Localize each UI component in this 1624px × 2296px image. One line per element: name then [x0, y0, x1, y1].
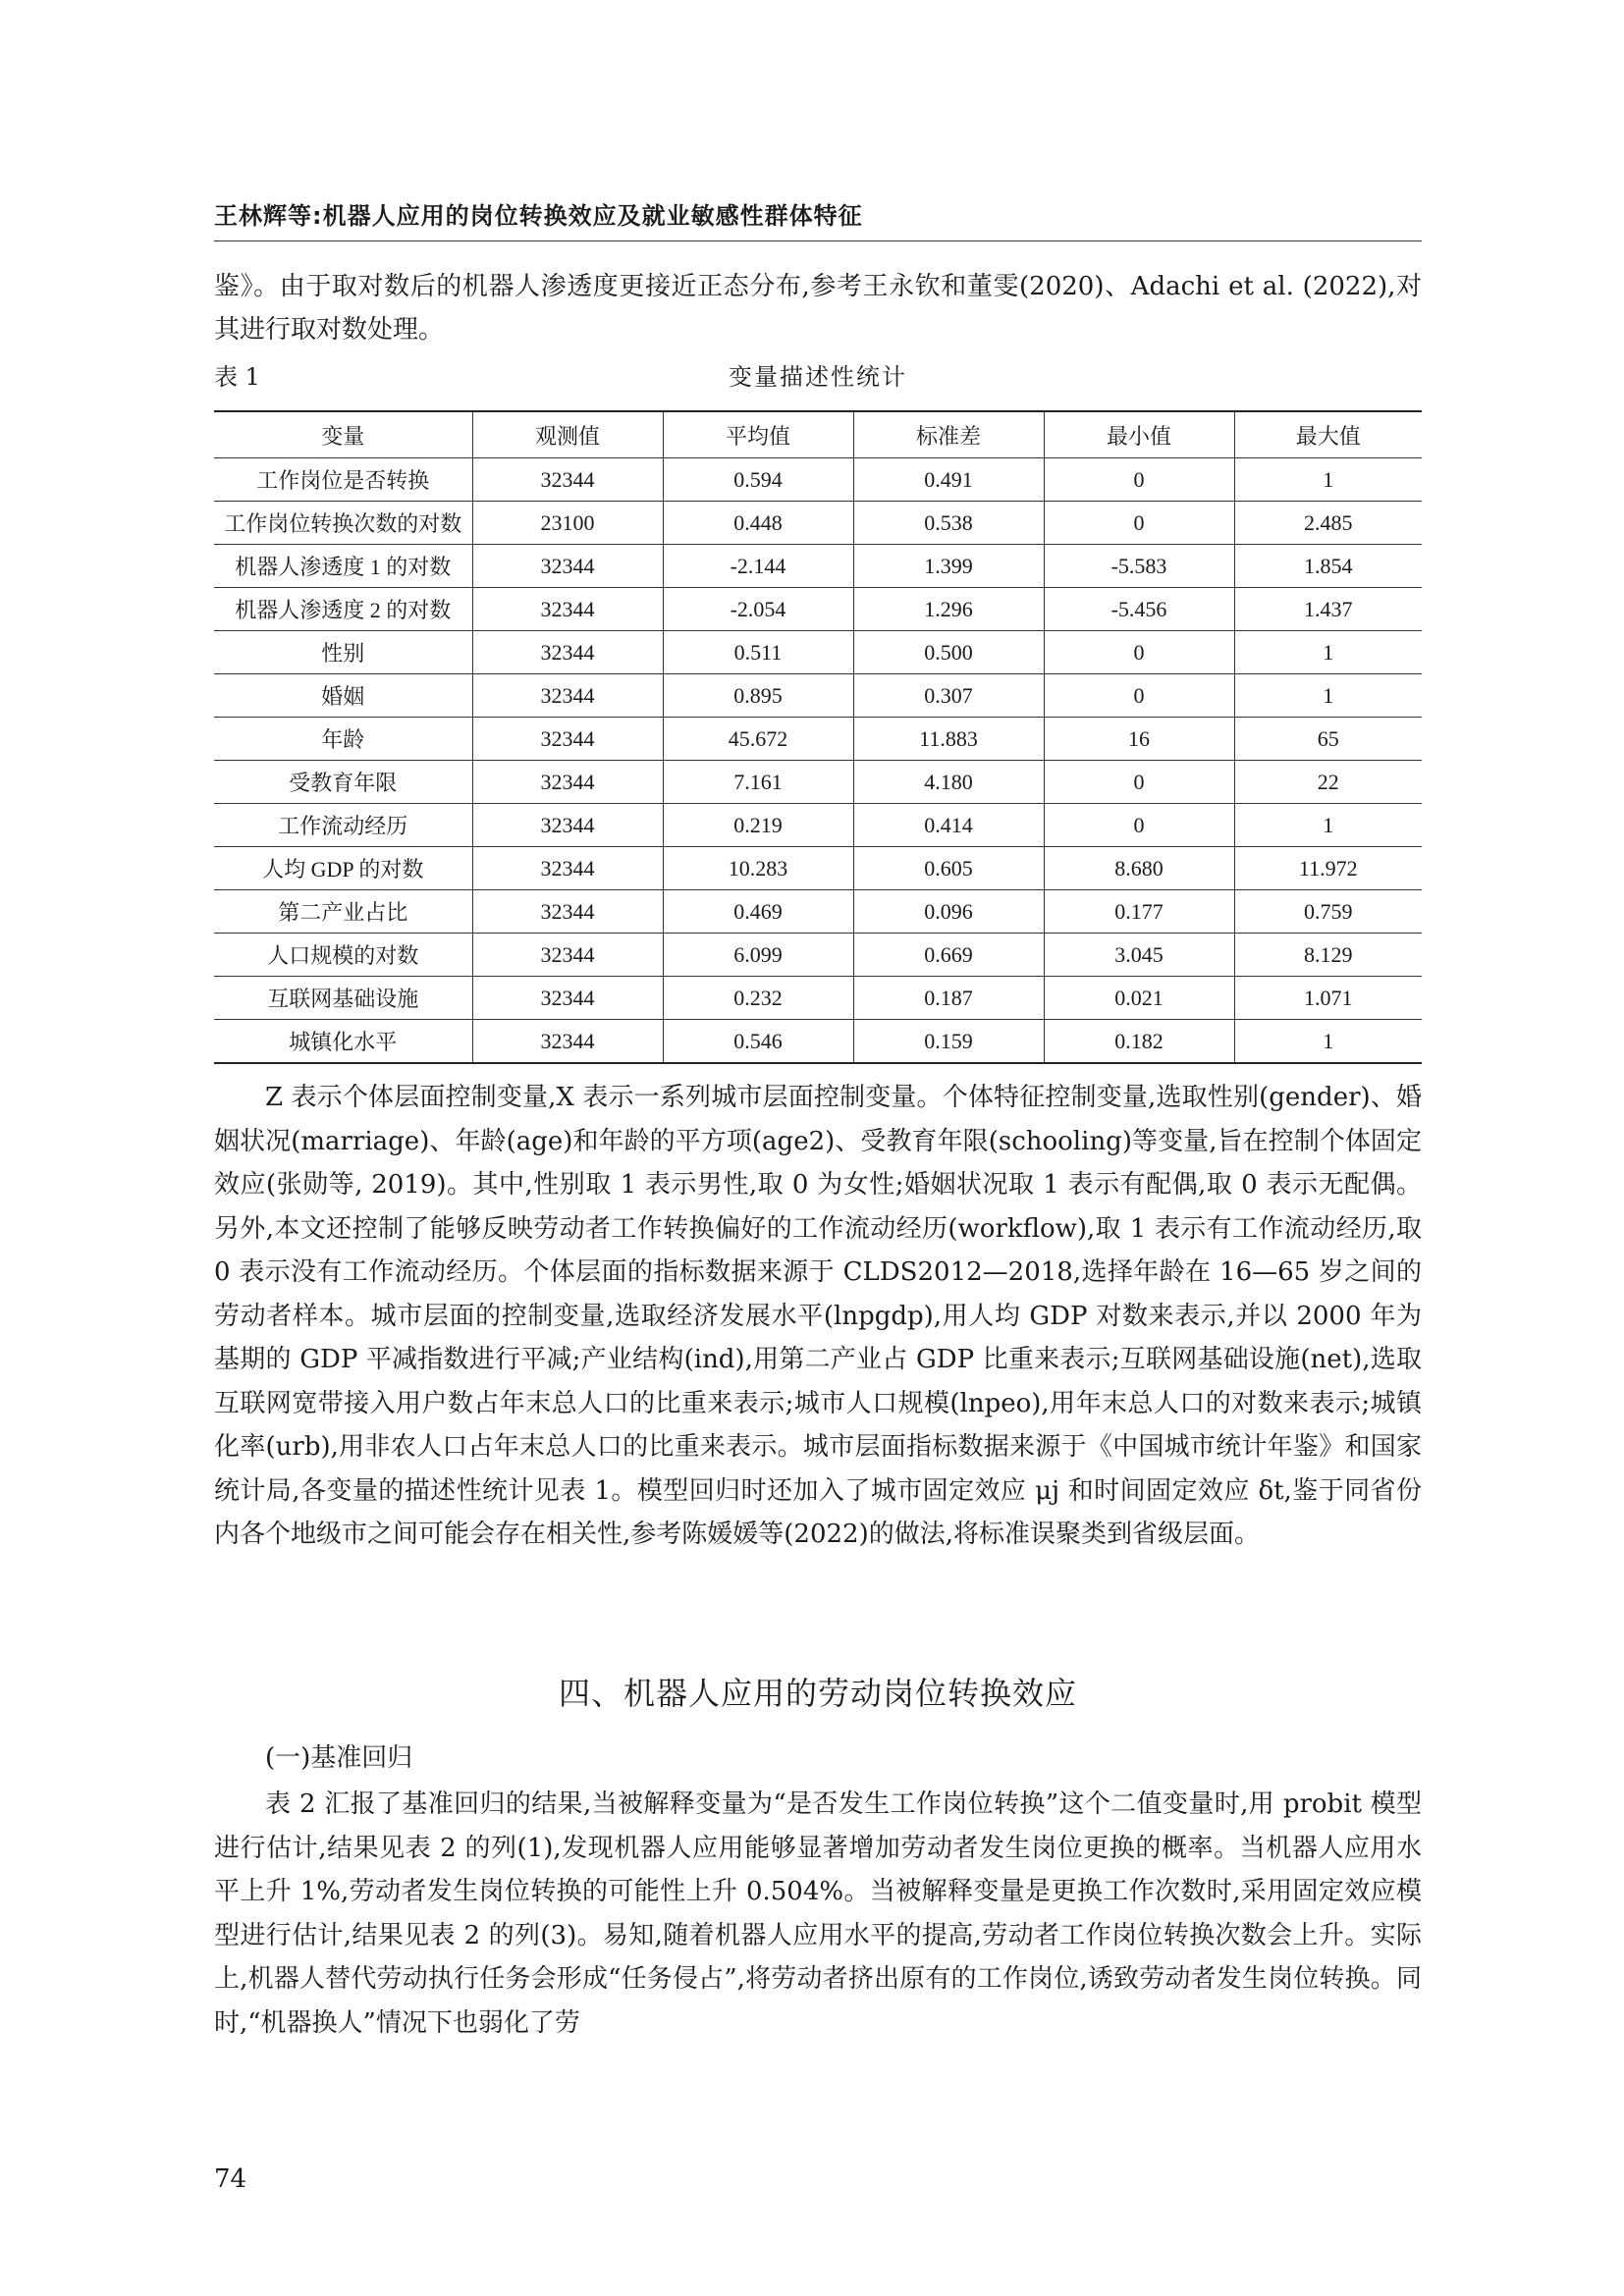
cell-variable: 互联网基础设施: [214, 977, 472, 1020]
cell-max: 1: [1234, 631, 1422, 674]
cell-variable: 第二产业占比: [214, 890, 472, 934]
cell-variable: 机器人渗透度 2 的对数: [214, 588, 472, 631]
cell-observations: 32344: [472, 761, 663, 804]
table-row: [214, 545, 1422, 588]
header-min: 最小值: [1044, 411, 1234, 458]
header-variable: 变量: [214, 411, 472, 458]
cell-variable: 人口规模的对数: [214, 934, 472, 977]
table-row: [214, 934, 1422, 977]
table-row: [214, 458, 1422, 502]
body-paragraph: Z 表示个体层面控制变量,X 表示一系列城市层面控制变量。个体特征控制变量,选取性别(gender)、婚姻状况(marriage)、年龄(age)和年龄的平方项(age2)、受教育年限(schooling)等变量,旨在控制个体固定效应(张勋等, 2019)。其中,性别取 1 表示男性,取 0 为女性;婚姻状况取 1 表示有配偶,取 0 表示无配偶。另外,本文还控制了能够反映劳动者工作转换偏好的工作流动经历(workflow),取 1 表示有工作流动经历,取 0 表示没有工作流动经历。个体层面的指标数据来源于 CLDS2012—2018,选择年龄在 16—65 岁之间的劳动者样本。城市层面的控制变量,选取经济发展水平(lnpgdp),用人均 GDP 对数来表示,并以 2000 年为基期的 GDP 平减指数进行平减;产业结构(ind),用第二产业占 GDP 比重来表示;互联网基础设施(net),选取互联网宽带接入用户数占年末总人口的比重来表示;城市人口规模(lnpeo),用年末总人口的对数来表示;城镇化率(urb),用非农人口占年末总人口的比重来表示。城市层面指标数据来源于《中国城市统计年鉴》和国家统计局,各变量的描述性统计见表 1。模型回归时还加入了城市固定效应 μj 和时间固定效应 δt,鉴于同省份内各个地级市之间可能会存在相关性,参考陈媛媛等(2022)的做法,将标准误聚类到省级层面。: [214, 1083, 1422, 1549]
cell-max: 1: [1234, 1020, 1422, 1064]
cell-min: 0.182: [1044, 1020, 1234, 1064]
table-row: [214, 847, 1422, 890]
cell-max: 2.485: [1234, 502, 1422, 545]
cell-observations: 32344: [472, 890, 663, 934]
cell-mean: 0.594: [663, 458, 853, 502]
cell-variable: 受教育年限: [214, 761, 472, 804]
cell-std: 1.399: [853, 545, 1044, 588]
table-row: [214, 502, 1422, 545]
baseline-regression-paragraph: [214, 1783, 1422, 2045]
header-mean: 平均值: [663, 411, 853, 458]
control-variables-paragraph: [214, 1076, 1422, 1557]
table-title: 变量描述性统计: [729, 363, 907, 391]
cell-observations: 32344: [472, 804, 663, 847]
subsection-heading: (一)基准回归: [265, 1743, 413, 1773]
cell-variable: 婚姻: [214, 674, 472, 718]
table-row: [214, 761, 1422, 804]
cell-mean: 0.895: [663, 674, 853, 718]
cell-observations: 32344: [472, 934, 663, 977]
cell-variable: 人均 GDP 的对数: [214, 847, 472, 890]
cell-observations: 32344: [472, 674, 663, 718]
cell-mean: 45.672: [663, 718, 853, 761]
cell-std: 0.307: [853, 674, 1044, 718]
cell-mean: 0.219: [663, 804, 853, 847]
cell-max: 8.129: [1234, 934, 1422, 977]
table-row: [214, 674, 1422, 718]
cell-max: 1: [1234, 674, 1422, 718]
header-rule: [214, 240, 1422, 241]
cell-max: 11.972: [1234, 847, 1422, 890]
cell-mean: 7.161: [663, 761, 853, 804]
intro-text: 鉴》。由于取对数后的机器人渗透度更接近正态分布,参考王永钦和董雯(2020)、Adachi et al. (2022),对其进行取对数处理。: [214, 272, 1422, 345]
cell-std: 4.180: [853, 761, 1044, 804]
table-row: [214, 718, 1422, 761]
cell-max: 22: [1234, 761, 1422, 804]
cell-observations: 32344: [472, 588, 663, 631]
paper-page: [214, 0, 1422, 2296]
cell-variable: 工作岗位转换次数的对数: [214, 502, 472, 545]
cell-mean: 0.448: [663, 502, 853, 545]
table-header-row: [214, 411, 1422, 458]
cell-min: -5.456: [1044, 588, 1234, 631]
cell-observations: 32344: [472, 977, 663, 1020]
cell-std: 0.538: [853, 502, 1044, 545]
cell-observations: 23100: [472, 502, 663, 545]
table-row: [214, 804, 1422, 847]
cell-min: 0: [1044, 804, 1234, 847]
cell-std: 0.187: [853, 977, 1044, 1020]
running-header: 王林辉等:机器人应用的岗位转换效应及就业敏感性群体特征: [214, 202, 863, 230]
cell-observations: 32344: [472, 458, 663, 502]
cell-observations: 32344: [472, 1020, 663, 1064]
cell-variable: 工作岗位是否转换: [214, 458, 472, 502]
cell-std: 0.159: [853, 1020, 1044, 1064]
cell-min: 0: [1044, 631, 1234, 674]
section-heading: 四、机器人应用的劳动岗位转换效应: [558, 1675, 1077, 1712]
cell-variable: 城镇化水平: [214, 1020, 472, 1064]
cell-min: 0: [1044, 674, 1234, 718]
cell-observations: 32344: [472, 847, 663, 890]
cell-min: 3.045: [1044, 934, 1234, 977]
cell-variable: 年龄: [214, 718, 472, 761]
cell-std: 0.096: [853, 890, 1044, 934]
cell-observations: 32344: [472, 718, 663, 761]
cell-min: 0.177: [1044, 890, 1234, 934]
cell-max: 1.071: [1234, 977, 1422, 1020]
table-row: [214, 977, 1422, 1020]
cell-max: 1.854: [1234, 545, 1422, 588]
cell-observations: 32344: [472, 631, 663, 674]
cell-std: 0.669: [853, 934, 1044, 977]
cell-std: 0.500: [853, 631, 1044, 674]
table-number: 表 1: [214, 363, 260, 391]
descriptive-stats-table: [214, 410, 1422, 1064]
cell-mean: -2.144: [663, 545, 853, 588]
cell-min: 0.021: [1044, 977, 1234, 1020]
header-observations: 观测值: [472, 411, 663, 458]
cell-std: 11.883: [853, 718, 1044, 761]
cell-max: 1: [1234, 804, 1422, 847]
cell-variable: 性别: [214, 631, 472, 674]
cell-min: -5.583: [1044, 545, 1234, 588]
header-std: 标准差: [853, 411, 1044, 458]
cell-min: 0: [1044, 761, 1234, 804]
cell-max: 0.759: [1234, 890, 1422, 934]
cell-mean: 0.546: [663, 1020, 853, 1064]
cell-mean: 0.232: [663, 977, 853, 1020]
cell-min: 0: [1044, 458, 1234, 502]
intro-paragraph: [214, 265, 1422, 351]
cell-mean: 6.099: [663, 934, 853, 977]
cell-variable: 工作流动经历: [214, 804, 472, 847]
table-row: [214, 588, 1422, 631]
cell-min: 0: [1044, 502, 1234, 545]
table-row: [214, 631, 1422, 674]
table-row: [214, 890, 1422, 934]
cell-max: 1.437: [1234, 588, 1422, 631]
cell-observations: 32344: [472, 545, 663, 588]
cell-min: 16: [1044, 718, 1234, 761]
cell-mean: -2.054: [663, 588, 853, 631]
cell-mean: 0.469: [663, 890, 853, 934]
cell-min: 8.680: [1044, 847, 1234, 890]
cell-max: 1: [1234, 458, 1422, 502]
cell-std: 0.414: [853, 804, 1044, 847]
cell-max: 65: [1234, 718, 1422, 761]
table-caption: [214, 357, 1422, 397]
cell-std: 1.296: [853, 588, 1044, 631]
cell-std: 0.605: [853, 847, 1044, 890]
body-paragraph: 表 2 汇报了基准回归的结果,当被解释变量为“是否发生工作岗位转换”这个二值变量时,用 probit 模型进行估计,结果见表 2 的列(1),发现机器人应用能够显著增加劳动者发生岗位更换的概率。当机器人应用水平上升 1%,劳动者发生岗位转换的可能性上升 0.504%。当被解释变量是更换工作次数时,采用固定效应模型进行估计,结果见表 2 的列(3)。易知,随着机器人应用水平的提高,劳动者工作岗位转换次数会上升。实际上,机器人替代劳动执行任务会形成“任务侵占”,将劳动者挤出原有的工作岗位,诱致劳动者发生岗位转换。同时,“机器换人”情况下也弱化了劳: [214, 1789, 1422, 2038]
cell-std: 0.491: [853, 458, 1044, 502]
cell-mean: 10.283: [663, 847, 853, 890]
cell-variable: 机器人渗透度 1 的对数: [214, 545, 472, 588]
cell-mean: 0.511: [663, 631, 853, 674]
page-number: 74: [214, 2164, 247, 2194]
table-row: [214, 1020, 1422, 1064]
header-max: 最大值: [1234, 411, 1422, 458]
